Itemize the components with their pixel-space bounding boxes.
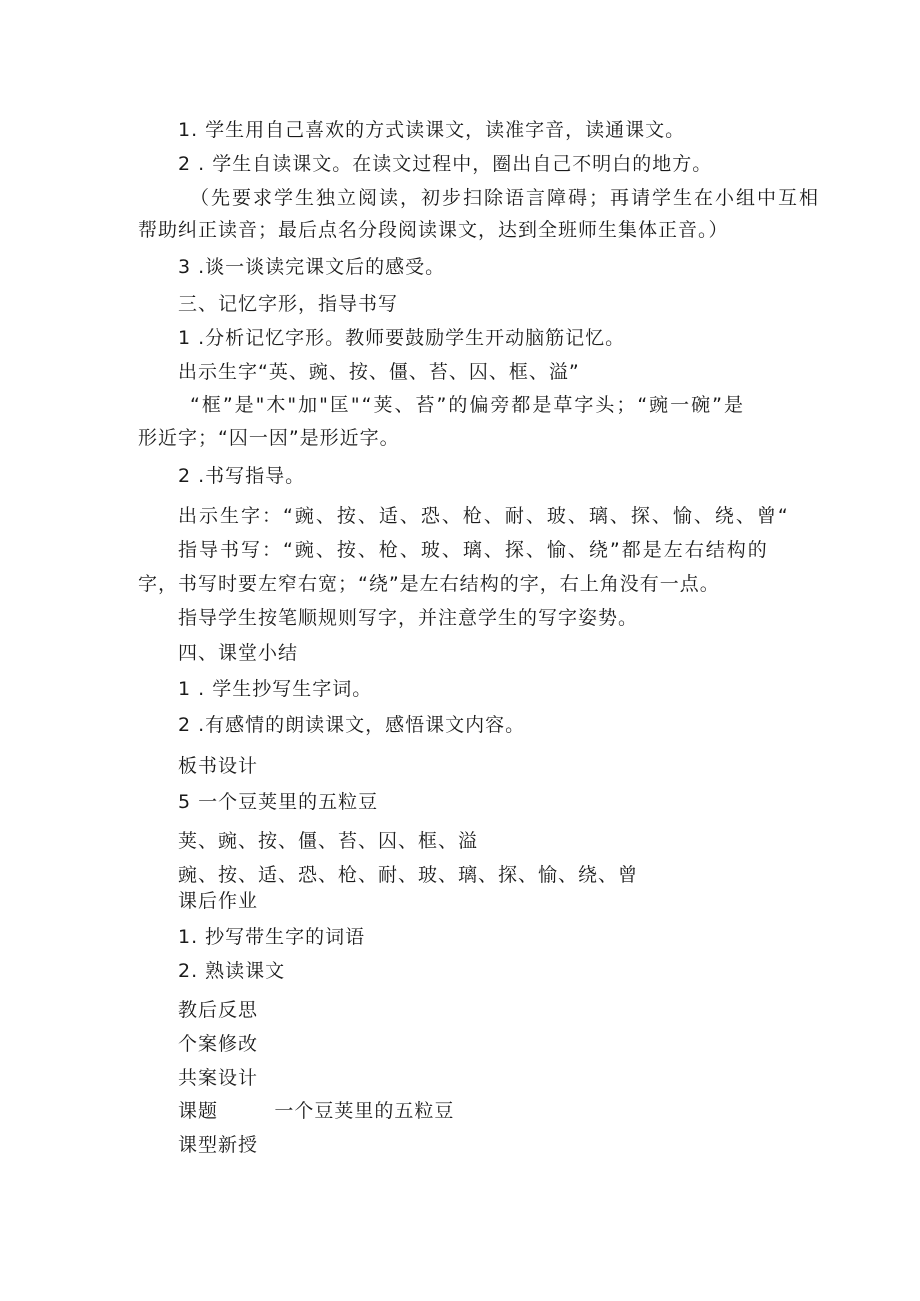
text-line: 指导学生按笔顺规则写字，并注意学生的写字姿势。 xyxy=(178,607,639,629)
text-line: 1 . 学生抄写生字词。 xyxy=(178,678,373,700)
text-line: “框”是"木"加"匡"“荚、苔”的偏旁都是草字头；“豌一碗”是 xyxy=(190,394,746,416)
lesson-title: 5 一个豆荚里的五粒豆 xyxy=(178,791,379,813)
text-line: 课型新授 xyxy=(178,1134,259,1156)
text-line: （先要求学生独立阅读，初步扫除语言障碍；再请学生在小组中互相 xyxy=(190,187,821,209)
text-line: 荚、豌、按、僵、苔、囚、框、溢 xyxy=(178,830,479,852)
section-heading: 教后反思 xyxy=(178,999,259,1021)
text-line: 1. 学生用自己喜欢的方式读课文，读准字音，读通课文。 xyxy=(178,119,686,141)
section-heading: 个案修改 xyxy=(178,1033,259,1055)
section-heading: 三、记忆字形，指导书写 xyxy=(178,293,399,315)
text-line: 2 .书写指导。 xyxy=(178,465,306,487)
section-heading: 板书设计 xyxy=(178,755,259,777)
text-line: 1. 抄写带生字的词语 xyxy=(178,926,366,948)
text-line: 课题 一个豆荚里的五粒豆 xyxy=(178,1100,455,1122)
text-line: 2 .有感情的朗读课文，感悟课文内容。 xyxy=(178,714,526,736)
text-line: 2 . 学生自读课文。在读文过程中，圈出自己不明白的地方。 xyxy=(178,153,713,175)
text-line: 出示生字“英、豌、按、僵、苔、囚、框、溢” xyxy=(178,361,580,383)
section-heading: 共案设计 xyxy=(178,1067,259,1089)
text-line: 出示生字：“豌、按、适、恐、枪、耐、玻、璃、探、愉、绕、曾“ xyxy=(178,505,790,527)
text-line: 1 .分析记忆字形。教师要鼓励学生开动脑筋记忆。 xyxy=(178,327,626,349)
text-line: 帮助纠正读音；最后点名分段阅读课文，达到全班师生集体正音。） xyxy=(138,219,729,241)
text-line: 2. 熟读课文 xyxy=(178,960,286,982)
text-line: 豌、按、适、恐、枪、耐、玻、璃、探、愉、绕、曾 xyxy=(178,864,639,886)
section-heading: 课后作业 xyxy=(178,890,259,912)
text-line: 指导书写：“豌、按、枪、玻、璃、探、愉、绕”都是左右结构的 xyxy=(178,539,769,561)
section-heading: 四、课堂小结 xyxy=(178,642,299,664)
text-line: 3 .谈一谈读完课文后的感受。 xyxy=(178,256,446,278)
text-line: 形近字；“囚一因”是形近字。 xyxy=(138,427,400,449)
text-line: 字，书写时要左窄右宽；“绕”是左右结构的字，右上角没有一点。 xyxy=(138,573,720,595)
